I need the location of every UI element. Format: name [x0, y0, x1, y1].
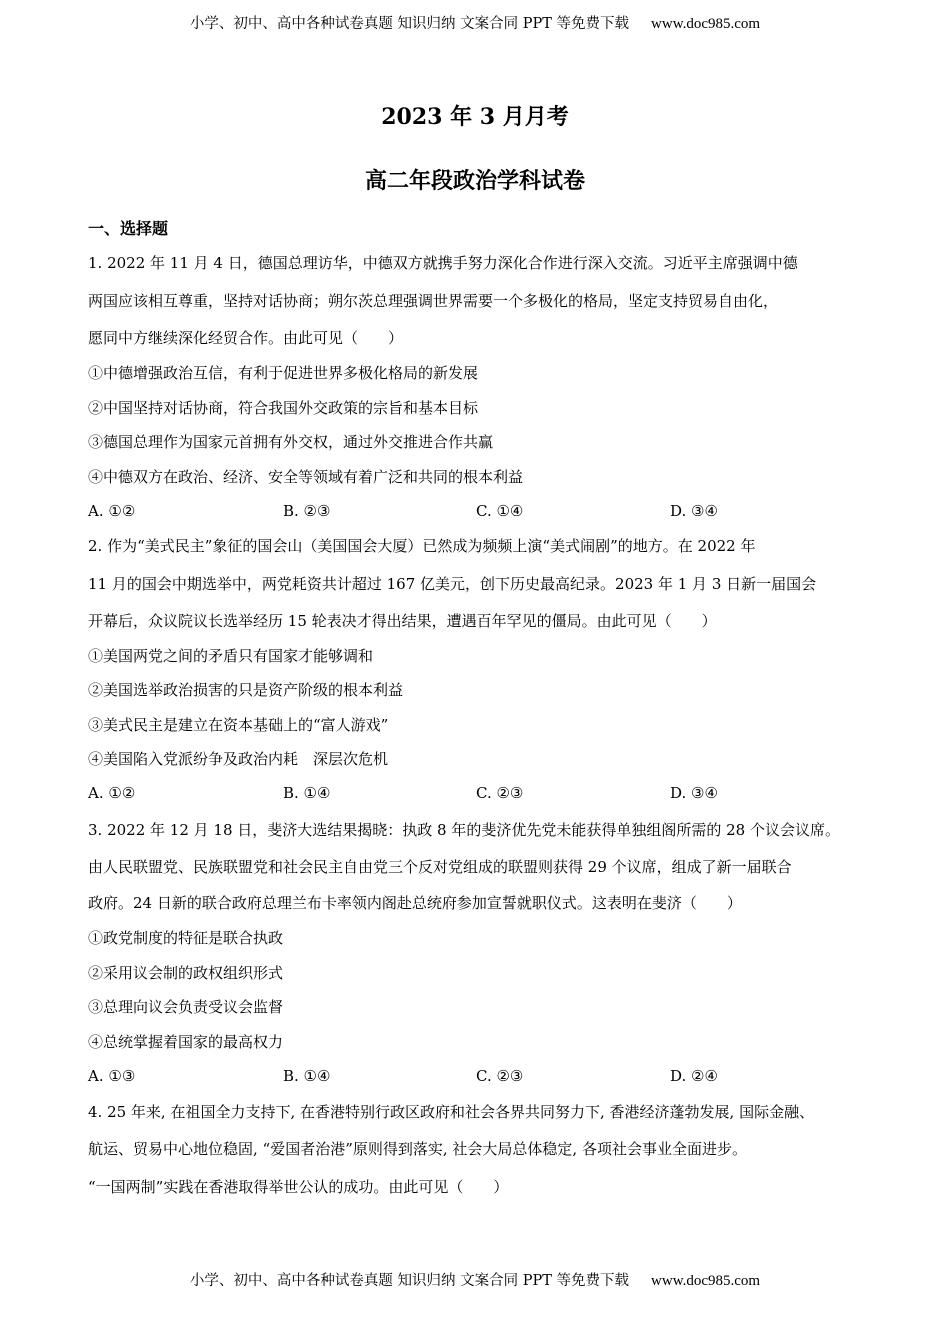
- footer-banner-site: www.doc985.com: [651, 1273, 761, 1289]
- option-b: B. ①④: [283, 1067, 331, 1085]
- header-banner: [0, 12, 950, 33]
- header-banner-text: 小学、初中、高中各种试卷真题 知识归纳 文案合同 PPT 等免费下载: [189, 16, 630, 32]
- exam-subtitle: 高二年段政治学科试卷: [364, 168, 585, 194]
- option-c: C. ②③: [476, 1067, 524, 1085]
- statement: ③总理向议会负责受议会监督: [88, 998, 284, 1016]
- statement: ②采用议会制的政权组织形式: [88, 964, 284, 982]
- question-stem-line: 由人民联盟党、民族联盟党和社会民主自由党三个反对党组成的联盟则获得 29 个议席，组成了新一届联合: [88, 858, 792, 876]
- statement: ②中国坚持对话协商，符合我国外交政策的宗旨和基本目标: [88, 399, 479, 417]
- footer-banner: [0, 1269, 950, 1290]
- option-a: A. ①②: [88, 784, 136, 802]
- question-stem-line: 开幕后，众议院议长选举经历 15 轮表决才得出结果，遭遇百年罕见的僵局。由此可见（ ）: [88, 612, 717, 630]
- exam-title: 2023 年 3 月月考: [381, 104, 569, 130]
- option-c: C. ①④: [476, 502, 524, 520]
- option-b: B. ①④: [283, 784, 331, 802]
- footer-banner-text: 小学、初中、高中各种试卷真题 知识归纳 文案合同 PPT 等免费下载: [189, 1273, 630, 1289]
- statement: ④总统掌握着国家的最高权力: [88, 1033, 284, 1051]
- option-b: B. ②③: [283, 502, 331, 520]
- statement: ①中德增强政治互信，有利于促进世界多极化格局的新发展: [88, 364, 479, 382]
- question-stem-line: 4. 25 年来, 在祖国全力支持下, 在香港特别行政区政府和社会各界共同努力下, 香港经济蓬勃发展, 国际金融、: [88, 1103, 815, 1121]
- option-a: A. ①②: [88, 502, 136, 520]
- statement: ①美国两党之间的矛盾只有国家才能够调和: [88, 647, 374, 665]
- header-banner-site: www.doc985.com: [651, 16, 761, 32]
- option-c: C. ②③: [476, 784, 524, 802]
- question-stem-line: 11 月的国会中期选举中，两党耗资共计超过 167 亿美元，创下历史最高纪录。2023 年 1 月 3 日新一届国会: [88, 575, 817, 593]
- statement: ①政党制度的特征是联合执政: [88, 929, 284, 947]
- question-stem-line: 两国应该相互尊重，坚持对话协商；朔尔茨总理强调世界需要一个多极化的格局，坚定支持贸易自由化，: [88, 292, 779, 310]
- statement: ②美国选举政治损害的只是资产阶级的根本利益: [88, 681, 404, 699]
- question-stem-line: 愿同中方继续深化经贸合作。由此可见（ ）: [88, 329, 404, 347]
- option-d: D. ③④: [670, 502, 718, 520]
- statement: ④中德双方在政治、经济、安全等领域有着广泛和共同的根本利益: [88, 468, 524, 486]
- question-stem-line: 2. 作为“美式民主”象征的国会山（美国国会大厦）已然成为频频上演“美式闹剧”的地方。在 2022 年: [88, 537, 756, 555]
- question-stem-line: 3. 2022 年 12 月 18 日，斐济大选结果揭晓：执政 8 年的斐济优先党未能获得单独组阁所需的 28 个议会议席。: [88, 821, 840, 839]
- option-a: A. ①③: [88, 1067, 136, 1085]
- question-stem-line: 航运、贸易中心地位稳固, “爱国者治港”原则得到落实, 社会大局总体稳定, 各项社会事业全面进步。: [88, 1140, 747, 1158]
- section-heading: 一、选择题: [88, 219, 169, 238]
- statement: ③美式民主是建立在资本基础上的“富人游戏”: [88, 716, 389, 734]
- option-d: D. ②④: [670, 1067, 718, 1085]
- question-stem-line: 1. 2022 年 11 月 4 日，德国总理访华，中德双方就携手努力深化合作进行深入交流。习近平主席强调中德: [88, 254, 798, 272]
- question-stem-line: 政府。24 日新的联合政府总理兰布卡率领内阁赴总统府参加宣誓就职仪式。这表明在斐济（ ）: [88, 894, 742, 912]
- question-stem-line: “一国两制”实践在香港取得举世公认的成功。由此可见（ ）: [88, 1178, 509, 1196]
- statement: ③德国总理作为国家元首拥有外交权，通过外交推进合作共赢: [88, 433, 494, 451]
- statement: ④美国陷入党派纷争及政治内耗 深层次危机: [88, 750, 389, 768]
- option-d: D. ③④: [670, 784, 718, 802]
